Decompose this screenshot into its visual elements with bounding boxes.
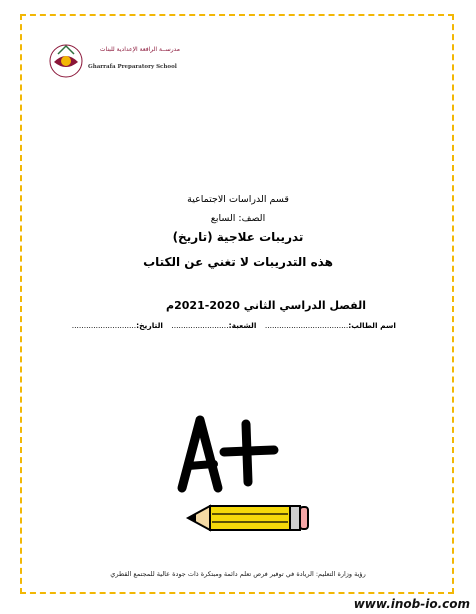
pencil-icon (188, 506, 308, 530)
school-emblem-icon (46, 40, 86, 82)
date-blank: ........................... (71, 321, 137, 330)
school-name-arabic: مدرســة الرافعة الإعدادية للبنات (99, 46, 180, 53)
student-name-label: اسم الطالب: (348, 321, 396, 330)
section-blank: ........................ (171, 321, 229, 330)
school-logo (46, 40, 186, 82)
student-info-row (71, 321, 396, 330)
a-plus-icon (182, 420, 274, 488)
date-field[interactable] (72, 321, 163, 330)
semester-label: الفصل الدراسي الثاني 2020-2021م (166, 299, 366, 312)
grade-label: الصف: السابع (210, 213, 266, 224)
section-label: الشعبة: (228, 321, 257, 330)
grade-artwork (160, 396, 310, 546)
student-name-field[interactable] (265, 321, 396, 330)
ministry-vision: رؤية وزارة التعليم: الريادة في توفير فرص تعلم دائمة ومبتكرة ذات جودة عالية للمجتمع القطري (110, 570, 366, 578)
date-label: التاريخ: (136, 321, 163, 330)
department-label: قسم الدراسات الاجتماعية (187, 194, 289, 205)
school-name-english: Gharrafa Preparatory School (88, 64, 177, 70)
student-name-blank: ................................... (264, 321, 349, 330)
document-title: تدريبات علاجية (تاريخ) (172, 230, 304, 244)
document-subtitle: هذه التدريبات لا تغني عن الكتاب (143, 255, 333, 269)
site-watermark[interactable]: www.inob-io.com (353, 597, 470, 611)
section-field[interactable] (171, 321, 256, 330)
